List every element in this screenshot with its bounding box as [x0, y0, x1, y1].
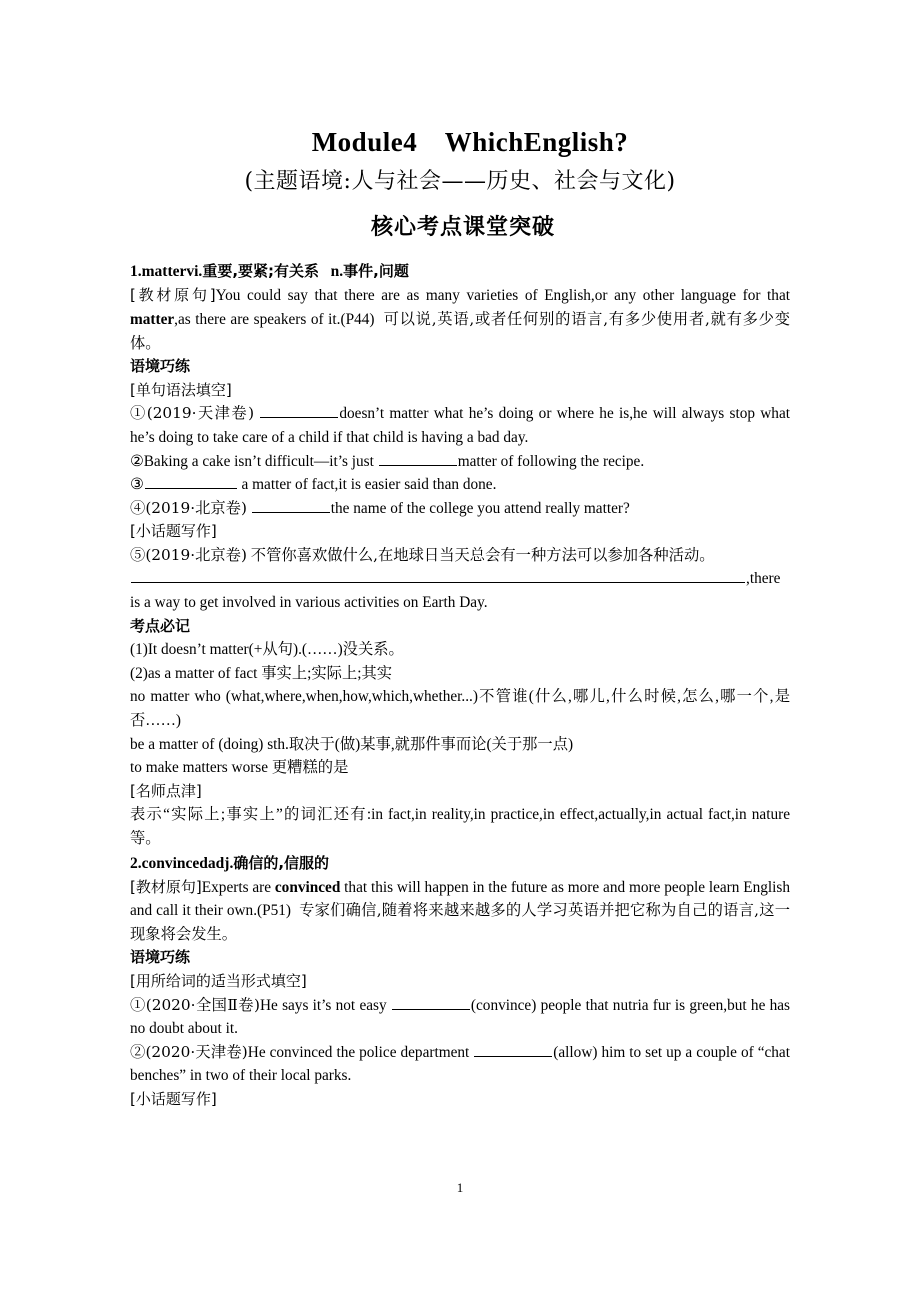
entry-matter-headword [130, 259, 790, 284]
writing-label-1: [小话题写作] [130, 522, 217, 541]
textbook-keyword-2: convinced [274, 878, 341, 896]
practice-label-2: 语境巧练 [130, 948, 191, 967]
page-subtitle: (主题语境:人与社会——历史、社会与文化) [244, 168, 676, 194]
item-text: a matter of fact,it is easier said than done. [237, 476, 497, 494]
note-line: no matter who (what,where,when,how,which,whether...)不管谁(什么,哪儿,什么时候,怎么,哪一个,是否……) [130, 688, 790, 730]
item-number: ① [130, 404, 147, 423]
writing-item-1-prompt [130, 544, 790, 568]
item-source: (2019·北京卷) [145, 545, 247, 564]
item-text: doesn’t matter what he’s doing or where he is,he will always stop what he’s doing to take care of a child if that child is having a bad day. [130, 405, 790, 446]
item-text-pre: Baking a cake isn’t difficult—it’s just [143, 452, 378, 470]
note-line: be a matter of (doing) sth.取决于(做)某事,就那件事而论(关于那一点) [130, 735, 574, 753]
page-title: Module4 WhichEnglish? [311, 127, 629, 157]
item-text: (allow) him to set up a couple of “chat benches” in two of their local parks. [130, 1043, 790, 1085]
headword-pos2-1: n. [330, 263, 344, 281]
headword-cn-2: 确信的,信服的 [233, 853, 330, 872]
tip-text-1: 表示“实际上;事实上”的词汇还有:in fact,in reality,in practice,in effect,actually,in actual fact,in nature 等。 [130, 806, 790, 847]
writing-label-2: [小话题写作] [130, 1089, 217, 1108]
headword-cn2-1: 事件,问题 [343, 262, 409, 281]
exercise-item-1-4 [130, 497, 790, 521]
item-number: ④ [130, 498, 146, 517]
headword-en-1: 1.mattervi. [130, 263, 203, 281]
item-source: (2020·天津卷) [145, 1042, 248, 1061]
item-text-pre: He convinced the police department [247, 1043, 474, 1061]
answer-blank[interactable] [474, 1042, 552, 1057]
entry-convinced [130, 851, 790, 1112]
textbook-keyword-1: matter [130, 310, 175, 328]
textbook-sentence-b-2: that this will happen in the future as more and more people learn English and call it their own.(P51) [130, 878, 790, 920]
item-text: the name of the college you attend really matter? [330, 499, 630, 517]
textbook-sentence-a-1: You could say that there are as many varieties of English,or any other language for that [215, 287, 790, 305]
practice-label-1: 语境巧练 [130, 357, 191, 376]
note-line: to make matters worse 更糟糕的是 [130, 759, 349, 777]
textbook-label-2: [教材原句] [130, 877, 202, 896]
item-text: (convince) people that nutria fur is green,but he has no doubt about it. [130, 996, 791, 1038]
item-number: ③ [130, 475, 144, 494]
entry-matter [130, 259, 790, 850]
headword-en-2: 2.convincedadj. [130, 854, 234, 872]
item-number: ⑤ [130, 545, 146, 564]
item-number: ① [130, 995, 146, 1014]
item-text-pre: He says it’s not easy [259, 996, 391, 1014]
answer-blank[interactable] [260, 403, 338, 418]
practice-type-1: [单句语法填空] [130, 380, 232, 399]
item-number: ② [130, 1042, 146, 1061]
writing-prompt: 不管你喜欢做什么,在地球日当天总会有一种方法可以参加各种活动。 [250, 545, 715, 564]
answer-blank-long[interactable] [131, 568, 745, 583]
answer-blank[interactable] [145, 474, 237, 489]
note-line: (2)as a matter of fact 事实上;实际上;其实 [130, 664, 393, 682]
textbook-sentence-b-1: ,as there are speakers of it.(P44) [174, 310, 375, 328]
textbook-translation-2: 专家们确信,随着将来越来越多的人学习英语并把它称为自己的语言,这一现象将会发生。 [130, 901, 791, 943]
item-source: (2020·全国Ⅱ卷) [145, 995, 260, 1014]
page-content [130, 126, 790, 1112]
exercise-item-1-2 [130, 450, 790, 474]
headword-cn-1: 重要,要紧;有关系 [202, 262, 320, 281]
exercise-item-2-1 [130, 994, 790, 1041]
entry-convinced-textbook-sentence [130, 876, 790, 947]
writing-item-1-answer [130, 567, 790, 614]
page-number: 1 [456, 1180, 464, 1195]
item-text: matter of following the recipe. [457, 452, 645, 470]
item-source: (2019·北京卷) [145, 498, 247, 517]
notes-label-1: 考点必记 [130, 616, 191, 635]
answer-blank[interactable] [252, 498, 330, 513]
entry-convinced-headword [130, 851, 790, 876]
entry-matter-textbook-sentence [130, 284, 790, 355]
answer-blank[interactable] [392, 995, 470, 1010]
note-line: (1)It doesn’t matter(+从句).(……)没关系。 [130, 641, 404, 659]
textbook-sentence-a-2: Experts are [201, 878, 275, 896]
exercise-item-1-3 [130, 473, 790, 497]
exercise-item-1-1 [130, 402, 790, 449]
practice-type-2: [用所给词的适当形式填空] [130, 971, 307, 990]
tip-label-1: [名师点津] [130, 781, 202, 800]
section-title: 核心考点课堂突破 [370, 215, 555, 241]
textbook-translation-1: 可以说,英语,或者任何别的语言,有多少使用者,就有多少变体。 [130, 309, 791, 352]
exercise-item-2-2 [130, 1041, 790, 1088]
item-source: (2019·天津卷) [146, 404, 255, 423]
item-number: ② [130, 451, 144, 470]
writing-answer-tail: ,there is a way to get involved in various activities on Earth Day. [130, 570, 781, 612]
answer-blank[interactable] [379, 451, 457, 466]
textbook-label-1: [教材原句] [130, 286, 216, 305]
